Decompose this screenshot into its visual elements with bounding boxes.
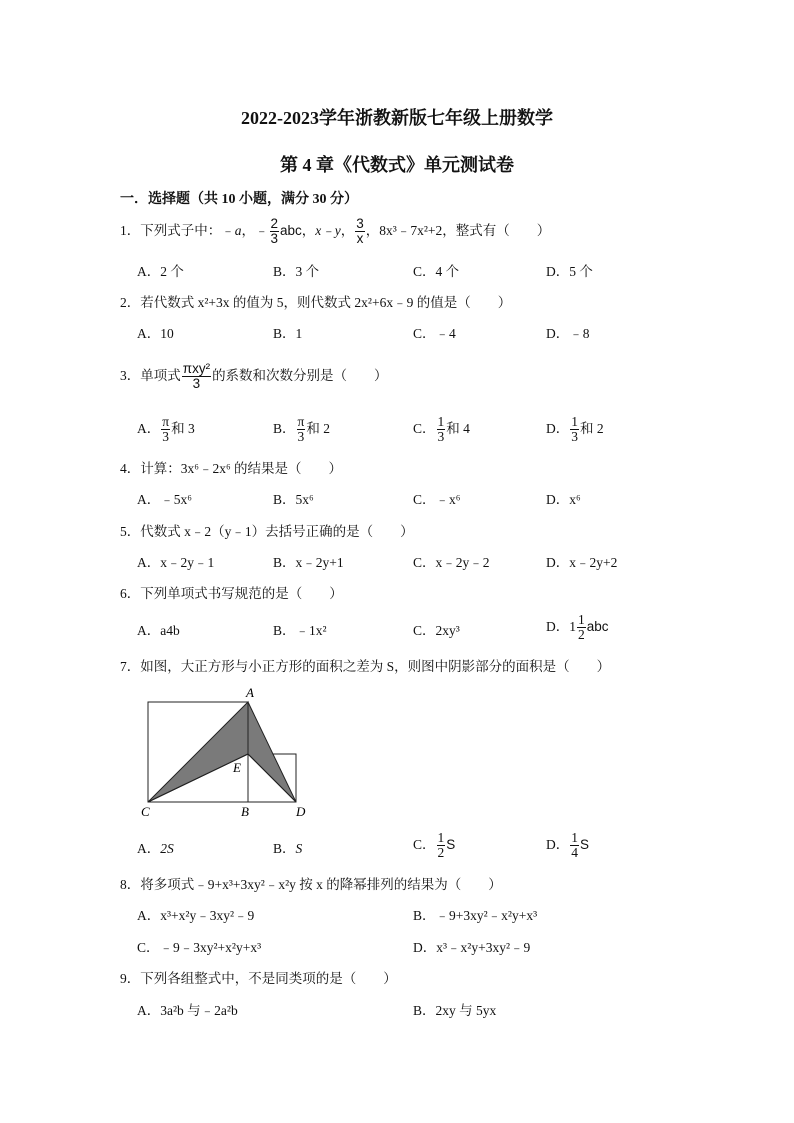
option-fraction	[161, 415, 170, 444]
q7-option-a	[137, 837, 174, 857]
label-d: D	[296, 804, 306, 819]
q1-sep: ，	[340, 223, 355, 238]
q7-option-c	[413, 826, 455, 864]
q1-fraction-2-numerator: 3	[356, 216, 364, 232]
option-tail: 和 2	[306, 421, 330, 436]
q9-option-b: B．2xy 与 5yx	[413, 1003, 497, 1018]
fraction-numerator: 1	[571, 414, 578, 430]
fraction-numerator: π	[162, 414, 170, 430]
question-9: 9．下列各组整式中，不是同类项的是（ ）	[120, 971, 397, 986]
question-8: 8．将多项式﹣9+x³+3xy²﹣x²y 按 x 的降幂排列的结果为（ ）	[120, 877, 502, 892]
q2-option-b: B．1	[273, 326, 303, 341]
label-a: A	[246, 685, 254, 700]
question-7: 7．如图，大正方形与小正方形的面积之差为 S，则图中阴影部分的面积是（ ）	[120, 659, 611, 674]
option-label: C．	[413, 837, 436, 852]
q5-option-d: D．x﹣2y+2	[546, 555, 618, 570]
q4-option-c: C．﹣x⁶	[413, 492, 461, 507]
q1-option-d: D．5 个	[546, 264, 593, 279]
q3-option-a	[137, 410, 195, 448]
mixed-whole: 1	[569, 619, 576, 634]
fraction-numerator: 1	[578, 612, 585, 628]
q6-option-b: B．﹣1x²	[273, 623, 327, 638]
option-tail: 和 3	[171, 421, 195, 436]
option-fraction	[570, 831, 579, 860]
option-tail: S	[580, 837, 590, 852]
page-title: 2022-2023学年浙教新版七年级上册数学	[241, 108, 553, 128]
q2-option-a: A．10	[137, 326, 174, 341]
q1-sep: ，	[301, 223, 316, 238]
q1-fraction-1	[270, 217, 280, 246]
section-heading: 一．选择题（共 10 小题，满分 30 分）	[120, 192, 358, 207]
q8-option-a: A．x³+x²y﹣3xy²﹣9	[137, 908, 255, 923]
q1-sep: ，	[241, 223, 255, 238]
q9-option-a: A．3a²b 与﹣2a²b	[137, 1003, 238, 1018]
question-5: 5．代数式 x﹣2（y﹣1）去括号正确的是（ ）	[120, 524, 414, 539]
shaded-triangle-left	[148, 702, 248, 802]
q3-post: 的系数和次数分别是（ ）	[212, 368, 388, 383]
question-3	[120, 356, 388, 396]
q3-option-b	[273, 410, 330, 448]
option-label: D．	[546, 619, 570, 634]
q3-fraction	[182, 362, 211, 391]
fraction-denominator: 2	[578, 627, 585, 643]
q1-abc: abc	[280, 223, 302, 238]
q1-fraction-2-denominator: x	[356, 231, 364, 247]
option-text: S	[295, 841, 303, 856]
question-2: 2．若代数式 x²+3x 的值为 5，则代数式 2x²+6x﹣9 的值是（ ）	[120, 295, 512, 310]
fraction-numerator: 1	[437, 414, 445, 430]
q5-option-b: B．x﹣2y+1	[273, 555, 344, 570]
option-fraction	[577, 613, 586, 642]
q4-option-d: D．x⁶	[546, 492, 581, 507]
q3-pre: 3．单项式	[120, 368, 181, 383]
q1-fraction-1-denominator: 3	[270, 231, 279, 247]
q1-neg: ﹣	[255, 223, 269, 238]
q1-number: 1．	[120, 223, 141, 238]
q5-option-a: A．x﹣2y﹣1	[137, 555, 215, 570]
q8-option-b: B．﹣9+3xy²﹣x²y+x³	[413, 908, 538, 923]
q1-fraction-2	[355, 217, 365, 246]
fraction-denominator: 3	[437, 429, 445, 445]
q2-option-c: C．﹣4	[413, 326, 456, 341]
option-text: 2S	[160, 841, 174, 856]
option-tail: S	[446, 837, 456, 852]
q6-option-c: C．2xy³	[413, 623, 460, 638]
q6-option-d	[546, 608, 609, 646]
q4-option-b: B．5x⁶	[273, 492, 314, 507]
fraction-numerator: 1	[571, 830, 578, 846]
option-tail: abc	[586, 619, 609, 634]
q1-poly: ，8x³﹣7x²+2，整式有（ ）	[365, 223, 551, 238]
fraction-denominator: 4	[571, 845, 578, 861]
option-label: B．	[273, 421, 296, 436]
q1-var-a: a	[234, 223, 242, 238]
option-tail: 和 2	[580, 421, 604, 436]
option-fraction	[437, 415, 446, 444]
option-label: A．	[137, 841, 161, 856]
q1-text: 下列式子中：﹣	[140, 223, 235, 238]
q5-option-c: C．x﹣2y﹣2	[413, 555, 490, 570]
q7-option-d	[546, 826, 589, 864]
shaded-triangle-right	[248, 702, 296, 802]
label-e: E	[233, 760, 241, 775]
option-fraction	[570, 415, 579, 444]
fraction-numerator: π	[297, 414, 305, 430]
q2-option-d: D．﹣8	[546, 326, 590, 341]
option-fraction	[437, 831, 446, 860]
q1-fraction-1-numerator: 2	[270, 216, 279, 232]
option-label: D．	[546, 421, 570, 436]
q7-figure	[138, 684, 318, 820]
q3-option-d	[546, 410, 604, 448]
question-1	[120, 212, 550, 250]
option-label: D．	[546, 837, 570, 852]
option-fraction	[297, 415, 306, 444]
fraction-numerator: 1	[437, 830, 445, 846]
q3-fraction-denominator: 3	[192, 376, 201, 392]
q8-option-c: C．﹣9﹣3xy²+x²y+x³	[137, 940, 262, 955]
option-label: C．	[413, 421, 436, 436]
fraction-denominator: 3	[162, 429, 170, 445]
fraction-denominator: 2	[437, 845, 445, 861]
q6-option-a: A．a4b	[137, 623, 180, 638]
q8-option-d: D．x³﹣x²y+3xy²﹣9	[413, 940, 531, 955]
question-4: 4．计算：3x⁶﹣2x⁶ 的结果是（ ）	[120, 461, 343, 476]
option-label: A．	[137, 421, 161, 436]
label-b: B	[241, 804, 249, 819]
page-subtitle: 第 4 章《代数式》单元测试卷	[280, 155, 514, 175]
q3-fraction-numerator: πxy²	[182, 361, 211, 377]
q1-xy: x﹣y	[315, 223, 341, 238]
option-tail: 和 4	[446, 421, 470, 436]
q7-option-b	[273, 837, 302, 857]
q1-option-b: B．3 个	[273, 264, 320, 279]
q1-option-a: A．2 个	[137, 264, 184, 279]
q1-option-c: C．4 个	[413, 264, 460, 279]
question-6: 6．下列单项式书写规范的是（ ）	[120, 586, 343, 601]
fraction-denominator: 3	[297, 429, 305, 445]
option-label: B．	[273, 841, 296, 856]
q3-option-c	[413, 410, 470, 448]
fraction-denominator: 3	[571, 429, 578, 445]
q4-option-a: A．﹣5x⁶	[137, 492, 192, 507]
label-c: C	[141, 804, 150, 819]
